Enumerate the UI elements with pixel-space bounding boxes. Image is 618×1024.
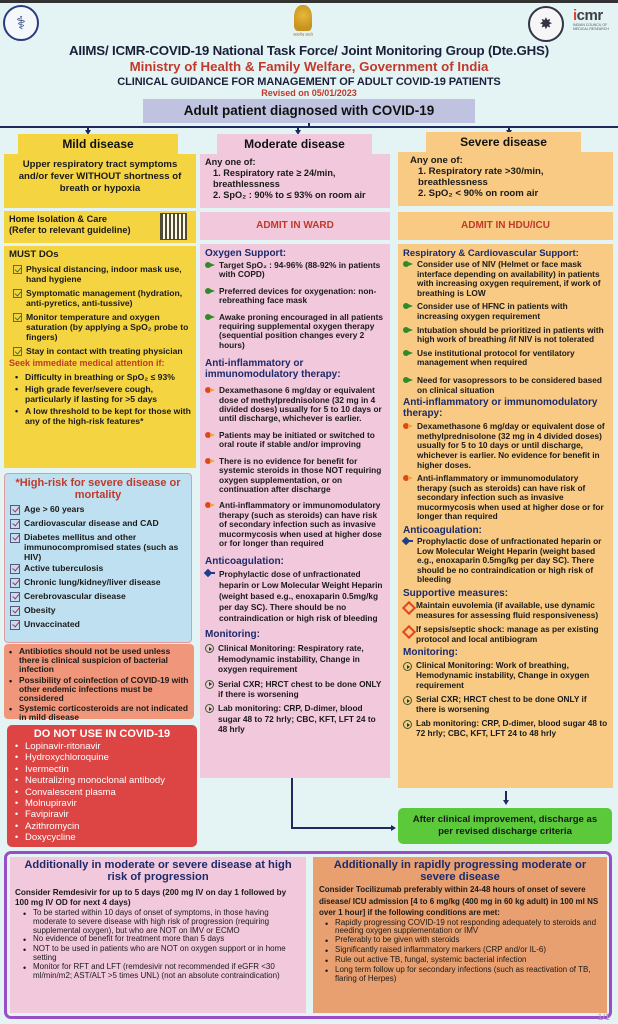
icmr-logo	[573, 9, 617, 39]
home-isolation-box	[4, 211, 196, 243]
diamond-bullet-icon	[403, 626, 412, 635]
must-do-item: Physical distancing, indoor mask use, hand hygiene	[9, 264, 191, 284]
bullet-orange-icon	[205, 387, 215, 393]
emblem-icon	[294, 5, 312, 31]
checkbox-icon	[10, 592, 20, 602]
tocilizumab-item: • Rapidly progressing COVID-19 not responding adequately to steroids and needing oxygen supplementation or IMV	[325, 917, 597, 936]
play-circle-icon	[205, 644, 214, 653]
mild-notes-box	[4, 644, 194, 723]
bullet-orange-icon	[205, 432, 215, 438]
oxygen-item: Preferred devices for oxygenation: non-rebreathing face mask	[205, 287, 385, 306]
connector-root	[308, 123, 310, 127]
tocilizumab-box	[313, 857, 607, 1013]
resp-item: Consider use of HFNC in patients with increasing oxygen requirement	[403, 302, 608, 321]
do-not-use-item: • Ivermectin	[15, 763, 69, 775]
high-risk-item: Active tuberculosis	[10, 563, 186, 574]
antiinflammatory-item: Dexamethasone 6 mg/day or equivalent dose of methylprednisolone (32 mg in 4 divided doses) usually for 5 to 10 days or until discharge, whichever is earlier.	[205, 386, 385, 424]
supportive-item: Maintain euvolemia (if available, use dynamic measures for assessing fluid responsiveness)	[403, 601, 608, 620]
high-risk-item: Diabetes mellitus and other immunocompromised states (such as HIV)	[10, 532, 186, 562]
must-do-item: Stay in contact with treating physician	[9, 346, 191, 356]
severe-criterion: 1. Respiratory rate >30/min, breathlessness	[418, 166, 544, 188]
anticoagulation-title: Anticoagulation:	[205, 556, 284, 568]
discharge-box	[398, 808, 612, 844]
antiinflammatory-title: Anti-inflammatory or immunomodulatory therapy:	[205, 358, 341, 381]
checkbox-icon	[10, 533, 20, 543]
antiinflammatory-item: Anti-inflammatory or immunomodulatory therapy (such as steroids) can have risk of secondary infection such as invasive mucormycosis when used at higher dose or for longer than required	[205, 501, 385, 548]
any-one-of-label: Any one of:	[205, 157, 256, 167]
bullet-blue-icon	[205, 570, 215, 576]
revised-date: Revised on 05/01/2023	[261, 88, 357, 98]
do-not-use-box	[7, 725, 197, 847]
checkbox-icon	[10, 578, 20, 588]
emblem-caption: सत्यमेव जयते	[293, 32, 313, 37]
note-item: • Possibility of coinfection of COVID-19 with other endemic infections must be considered	[9, 674, 189, 704]
antiinflammatory-item: Dexamethasone 6 mg/day or equivalent dose of methylprednisolone (32 mg in 4 divided doses) usually for 5 to 10 days or until discharge, whichever is earlier. No evidence for benefit in higher doses.	[403, 422, 608, 470]
play-circle-icon	[205, 704, 214, 713]
moderate-criterion: 2. SpO₂ : 90% to ≤ 93% on room air	[213, 190, 366, 200]
bullet-orange-icon	[205, 458, 215, 464]
high-risk-box	[4, 473, 192, 643]
moderate-criterion: 1. Respiratory rate ≥ 24/min, breathlessness	[213, 168, 336, 189]
play-circle-icon	[205, 680, 214, 689]
monitoring-item: Serial CXR; HRCT chest to be done ONLY if there is worsening	[205, 679, 385, 700]
antiinflammatory-item: There is no evidence for benefit for systemic steroids in those NOT requiring oxygen supplementation, or on continuation after discharge	[205, 457, 385, 495]
mild-disease-header: Mild disease	[18, 134, 178, 154]
do-not-use-item: • Convalescent plasma	[15, 786, 116, 798]
resp-item: Need for vasopressors to be considered based on clinical situation	[403, 376, 608, 395]
tocilizumab-title: Additionally in rapidly progressing moderate or severe disease	[333, 859, 587, 883]
checkbox-icon	[10, 564, 20, 574]
remdesivir-item: • No evidence of benefit for treatment more than 5 days	[23, 934, 225, 946]
do-not-use-item: • Favipiravir	[15, 809, 69, 821]
note-item: • Systemic corticosteroids are not indicated in mild disease	[9, 703, 188, 723]
home-isolation-guideline: (Refer to relevant guideline)	[9, 225, 131, 235]
do-not-use-item: • Hydroxychloroquine	[15, 752, 109, 764]
anticoagulation-title: Anticoagulation:	[403, 525, 482, 537]
header-line-ministry: Ministry of Health & Family Welfare, Government of India	[129, 59, 489, 74]
arrow-right-icon	[391, 825, 396, 831]
do-not-use-item: • Doxycycline	[15, 832, 76, 844]
antiinflammatory-item: Anti-inflammatory or immunomodulatory therapy (such as steroids) can have risk of secondary infection such as invasive mucormycosis when used at higher dose or for longer than required	[403, 474, 608, 522]
header-line-taskforce: AIIMS/ ICMR-COVID-19 National Task Force/ Joint Monitoring Group (Dte.GHS)	[69, 43, 549, 58]
bullet-green-icon	[205, 314, 215, 320]
antiinflammatory-title: Anti-inflammatory or immunomodulatory therapy:	[403, 397, 598, 420]
tocilizumab-item: • Rule out active TB, fungal, systemic bacterial infection	[325, 955, 527, 967]
root-node-adult-patient: Adult patient diagnosed with COVID-19	[143, 99, 475, 123]
do-not-use-item: • Lopinavir-ritonavir	[15, 741, 101, 752]
bullet-orange-icon	[403, 423, 413, 429]
bullet-green-icon	[403, 327, 413, 333]
resp-item: Use institutional protocol for ventilatory management when required	[403, 349, 608, 368]
checkbox-icon	[13, 265, 22, 274]
any-one-of-label: Any one of:	[410, 155, 463, 166]
connector-moderate-discharge	[291, 778, 293, 828]
bullet-green-icon	[403, 303, 413, 309]
severe-disease-header: Severe disease	[426, 132, 581, 152]
checkbox-icon	[13, 313, 22, 322]
bullet-green-icon	[403, 261, 413, 267]
do-not-use-title: DO NOT USE IN COVID-19	[33, 728, 171, 740]
must-do-item: Monitor temperature and oxygen saturation (by applying a SpO₂ probe to fingers)	[9, 312, 191, 342]
remdesivir-lead: Consider Remdesivir for up to 5 days (200 mg IV on day 1 followed by 100 mg IV OD for next 4 days)	[15, 888, 287, 907]
must-dos-title: MUST DOs	[9, 249, 59, 260]
admit-in-ward: ADMIT IN WARD	[200, 212, 390, 240]
admit-in-hdu-icu: ADMIT IN HDU/ICU	[398, 212, 613, 240]
high-risk-item: Obesity	[10, 605, 186, 616]
checkbox-icon	[13, 347, 22, 356]
checkbox-icon	[10, 505, 20, 515]
monitoring-item: Clinical Monitoring: Work of breathing, Hemodynamic instability, Change in oxygen requirement	[403, 661, 608, 690]
supportive-item: If sepsis/septic shock: manage as per existing protocol and local antibiogram	[403, 625, 608, 644]
discharge-text: After clinical improvement, discharge as per revised discharge criteria	[412, 814, 598, 837]
connector-moderate-discharge	[291, 827, 391, 829]
mild-criteria-text: Upper respiratory tract symptoms and/or fever WITHOUT shortness of breath or hypoxia	[18, 159, 182, 194]
bullet-blue-icon	[403, 538, 413, 544]
anticoagulation-item: Prophylactic dose of unfractionated heparin or Low Molecular Weight Heparin (weight based e.g., enoxaparin 0.5mg/kg per day SC). There should be no contraindication or high risk of bleeding	[403, 537, 608, 585]
moderate-treatment-box	[200, 244, 390, 778]
monitoring-item: Lab monitoring: CRP, D-dimer, blood sugar 48 to 72 hrly; CBC, KFT, LFT 24 to 48 hrly	[403, 719, 608, 738]
tocilizumab-item: • Significantly raised inflammatory markers (CRP and/or IL-6)	[325, 945, 547, 957]
must-dos-box	[4, 246, 196, 468]
monitoring-item: Clinical Monitoring: Respiratory rate, Hemodynamic instability, Change in oxygen requirement	[205, 643, 385, 674]
remdesivir-item: • To be started within 10 days of onset of symptoms, in those having moderate to severe disease with high risk of progression (requiring supplemental oxygen), but who are NOT on IMV or ECMO	[23, 908, 270, 935]
high-risk-item: Age > 60 years	[10, 504, 186, 515]
aiims-logo: ⚕	[3, 5, 39, 41]
icmr-logo-word: cmr	[576, 7, 603, 24]
header-line-guidance: CLINICAL GUIDANCE FOR MANAGEMENT OF ADULT COVID-19 PATIENTS	[117, 76, 501, 88]
high-risk-item: Cardiovascular disease and CAD	[10, 518, 186, 529]
resp-item: Consider use of NIV (Helmet or face mask interface depending on availability) in patients with increasing oxygen requirement, if work of breathing is LOW	[403, 260, 608, 298]
note-item: • Antibiotics should not be used unless there is clinical suspicion of bacterial infection	[9, 646, 171, 675]
play-circle-icon	[403, 720, 412, 729]
checkbox-icon	[10, 606, 20, 616]
monitoring-title: Monitoring:	[403, 647, 458, 659]
high-risk-item: Cerebrovascular disease	[10, 591, 186, 602]
national-emblem-logo	[292, 5, 314, 41]
resp-item: Intubation should be prioritized in patients with high work of breathing /if NIV is not tolerated	[403, 326, 608, 345]
seek-attention-title: Seek immediate medical attention if:	[9, 358, 165, 368]
severe-criterion: 2. SpO₂ < 90% on room air	[418, 188, 539, 199]
remdesivir-box	[10, 857, 306, 1013]
tocilizumab-lead: Consider Tocilizumab preferably within 24-48 hours of onset of severe disease/ ICU admission [4 to 6 mg/kg (400 mg in 60 kg adult) in 100 ml NS over 1 hour] if the following conditions are met:	[319, 885, 599, 917]
bullet-green-icon	[403, 350, 413, 356]
checkbox-icon	[10, 620, 20, 630]
home-isolation-title: Home Isolation & Care	[9, 214, 108, 224]
mild-criteria	[4, 154, 196, 208]
remdesivir-item: • Monitor for RFT and LFT (remdesivir not recommended if eGFR <30 ml/min/m2; AST/ALT >5 times UNL) (not an absolute contraindication)	[23, 961, 280, 980]
tocilizumab-item: • Long term follow up for secondary infections (such as reactivation of TB, flaring of Herpes)	[325, 965, 591, 983]
high-risk-item: Chronic lung/kidney/liver disease	[10, 577, 186, 588]
icmr-logo-i: i	[573, 7, 577, 24]
moderate-criteria	[200, 154, 390, 208]
anticoagulation-item: Prophylactic dose of unfractionated heparin or Low Molecular Weight Heparin (weight based e.g., enoxaparin 0.5mg/kg per day SC). There should be no contraindication or high risk of bleeding	[205, 569, 385, 624]
diamond-bullet-icon	[403, 602, 412, 611]
oxygen-item: Target SpO₂ : 94-96% (88-92% in patients with COPD)	[205, 261, 385, 280]
checkbox-icon	[10, 519, 20, 529]
bullet-green-icon	[205, 288, 215, 294]
seek-item: • A low threshold to be kept for those with any of the high-risk features*	[15, 406, 191, 426]
resp-support-title: Respiratory & Cardiovascular Support:	[403, 248, 579, 259]
mohfw-seal-logo: ✸	[528, 6, 564, 42]
moderate-disease-header: Moderate disease	[217, 134, 372, 154]
seek-item: • High grade fever/severe cough, particularly if lasting for >5 days	[15, 384, 158, 404]
must-do-item: Symptomatic management (hydration, anti-pyretics, anti-tussive)	[9, 288, 191, 308]
monitoring-item: Serial CXR; HRCT chest to be done ONLY if there is worsening	[403, 695, 608, 714]
do-not-use-item: • Neutralizing monoclonal antibody	[15, 775, 165, 787]
bullet-orange-icon	[403, 475, 413, 481]
oxygen-support-title: Oxygen Support:	[205, 248, 287, 259]
severe-criteria	[398, 152, 613, 206]
bullet-green-icon	[205, 262, 215, 268]
remdesivir-item: • NOT to be used in patients who are NOT on oxygen support or in home setting	[23, 944, 286, 963]
severe-treatment-box	[398, 244, 613, 788]
play-circle-icon	[403, 662, 412, 671]
play-circle-icon	[403, 696, 412, 705]
do-not-use-item: • Azithromycin	[15, 820, 80, 832]
bullet-orange-icon	[205, 502, 215, 508]
do-not-use-item: • Molnupiravir	[15, 798, 77, 810]
bullet-green-icon	[403, 377, 413, 383]
monitoring-title: Monitoring:	[205, 629, 260, 641]
checkbox-icon	[13, 289, 22, 298]
high-risk-title: *High-risk for severe disease or mortality	[15, 477, 181, 501]
antiinflammatory-item: Patients may be initiated or switched to oral route if stable and/or improving	[205, 431, 385, 450]
monitoring-item: Lab monitoring: CRP, D-dimer, blood sugar 48 to 72 hrly; CBC, KFT, LFT 24 to 48 hrly	[205, 703, 385, 734]
tocilizumab-item: • Preferably to be given with steroids	[325, 935, 460, 947]
page-indicator: 1/1	[597, 1012, 610, 1022]
high-risk-item: Unvaccinated	[10, 619, 186, 630]
qr-code-icon[interactable]	[161, 214, 186, 239]
arrow-down-icon	[503, 800, 509, 805]
icmr-tagline: INDIAN COUNCIL OF MEDICAL RESEARCH	[573, 23, 609, 31]
seek-item: • Difficulty in breathing or SpO₂ ≤ 93%	[15, 372, 175, 382]
oxygen-item: Awake proning encouraged in all patients requiring supplemental oxygen therapy (sequential position changes every 2 hours)	[205, 313, 385, 351]
remdesivir-title: Additionally in moderate or severe disease at high risk of progression	[24, 859, 292, 883]
supportive-measures-title: Supportive measures:	[403, 588, 509, 600]
